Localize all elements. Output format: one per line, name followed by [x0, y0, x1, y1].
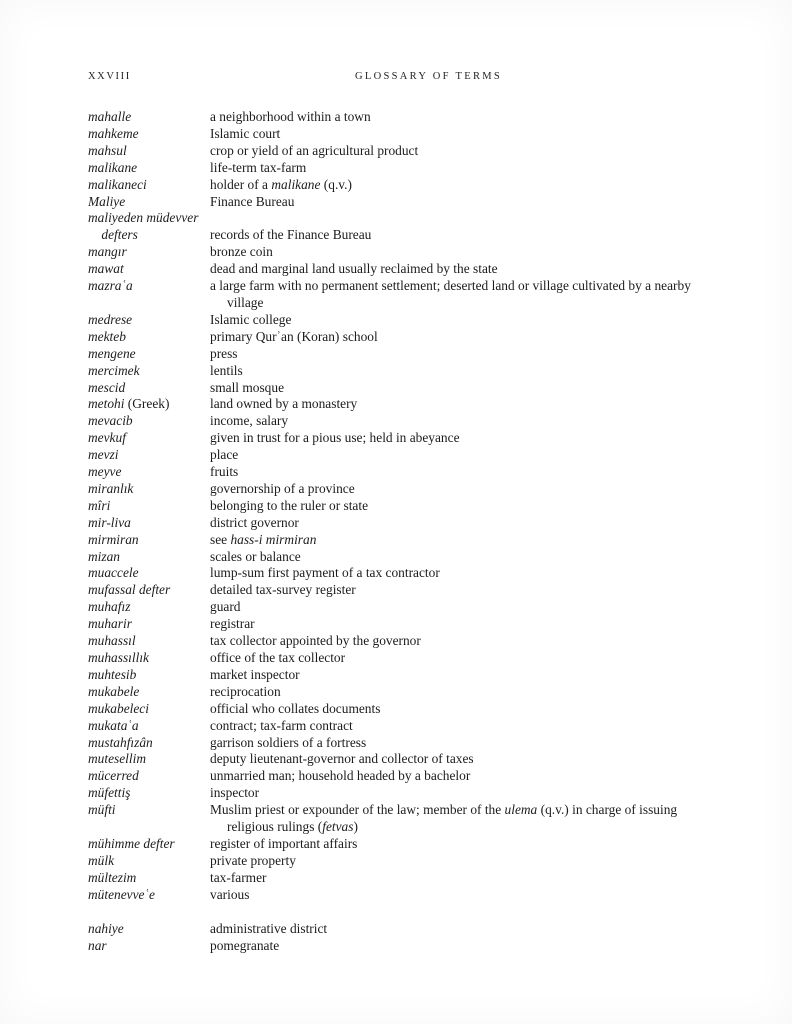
glossary-entry [88, 363, 707, 380]
glossary-term: mufassal defter [88, 582, 171, 598]
glossary-term: mukabeleci [88, 700, 149, 716]
glossary-group [88, 921, 707, 955]
glossary-definition: fruits [210, 464, 239, 480]
glossary-term: mirmiran [88, 531, 139, 547]
glossary-entry [88, 802, 707, 836]
glossary-definition: district governor [210, 514, 299, 530]
glossary-definition: register of important affairs [210, 835, 358, 851]
glossary-entry [88, 380, 707, 397]
glossary-entry [88, 532, 707, 549]
glossary-entry [88, 667, 707, 684]
glossary-term: mîri [88, 497, 111, 513]
page-title: GLOSSARY OF TERMS [355, 71, 503, 82]
glossary-entry [88, 684, 707, 701]
glossary-definition: Islamic court [210, 125, 281, 141]
glossary-entry [88, 312, 707, 329]
glossary-entry [88, 109, 707, 126]
glossary-term: maliyeden müdevver [88, 210, 199, 226]
glossary-term: muhafız [88, 599, 131, 615]
glossary-term: mazraʿa [88, 278, 133, 294]
glossary-definition: small mosque [210, 379, 285, 395]
glossary-term: medrese [88, 311, 133, 327]
glossary-definition: garrison soldiers of a fortress [210, 734, 367, 750]
glossary-entry [88, 599, 707, 616]
glossary-definition: holder of a malikane (q.v.) [210, 176, 352, 192]
glossary-definition: pomegranate [210, 937, 280, 953]
glossary-definition: contract; tax-farm contract [210, 717, 353, 733]
glossary-definition: Finance Bureau [210, 193, 295, 209]
glossary-definition: primary Qurʾan (Koran) school [210, 328, 378, 344]
glossary-definition: land owned by a monastery [210, 396, 358, 412]
glossary-definition: Islamic college [210, 311, 292, 327]
glossary-term: mevzi [88, 447, 119, 463]
glossary-entry [88, 278, 707, 312]
glossary-term: müfti [88, 802, 116, 818]
glossary-entry [88, 718, 707, 735]
glossary-term: mukataʿa [88, 717, 139, 733]
glossary-entry [88, 887, 707, 904]
glossary-definition: crop or yield of an agricultural product [210, 142, 419, 158]
glossary-group [88, 109, 707, 904]
glossary-term: meyve [88, 464, 122, 480]
glossary-entry [88, 582, 707, 599]
glossary-term: muhtesib [88, 666, 137, 682]
glossary-definition: a neighborhood within a town [210, 109, 371, 124]
glossary-entry [88, 701, 707, 718]
glossary-entry [88, 447, 707, 464]
glossary-entry [88, 549, 707, 566]
glossary-term: muaccele [88, 565, 139, 581]
glossary-entry [88, 227, 707, 244]
glossary-entry [88, 464, 707, 481]
glossary-entry [88, 143, 707, 160]
glossary-term: malikaneci [88, 176, 147, 192]
glossary-entry [88, 735, 707, 752]
glossary-definition: various [210, 886, 250, 902]
glossary-term: mekteb [88, 328, 126, 344]
glossary-entry [88, 768, 707, 785]
glossary-term: Maliye [88, 193, 126, 209]
glossary-definition: see hass-i mirmiran [210, 531, 317, 547]
glossary-term: mengene [88, 345, 136, 361]
glossary-term: mevacib [88, 413, 133, 429]
glossary-definition: reciprocation [210, 683, 281, 699]
glossary-term: mücerred [88, 768, 139, 784]
glossary-term: mescid [88, 379, 126, 395]
glossary-term: mühimme defter [88, 835, 175, 851]
glossary-entry [88, 160, 707, 177]
glossary-definition: inspector [210, 785, 260, 801]
glossary-term: nahiye [88, 920, 124, 936]
glossary-definition: press [210, 345, 238, 361]
glossary-entry [88, 515, 707, 532]
glossary-term: mercimek [88, 362, 140, 378]
glossary-entry [88, 177, 707, 194]
glossary-definition: life-term tax-farm [210, 159, 307, 175]
glossary-definition: registrar [210, 616, 255, 632]
glossary-term: mizan [88, 548, 120, 564]
glossary-definition: dead and marginal land usually reclaimed by the state [210, 261, 498, 277]
glossary-term: mahalle [88, 109, 132, 124]
glossary-term: mahkeme [88, 125, 139, 141]
glossary-definition: belonging to the ruler or state [210, 497, 369, 513]
glossary-entry [88, 413, 707, 430]
glossary-definition: office of the tax collector [210, 650, 346, 665]
glossary-term: mustahfızân [88, 734, 153, 750]
glossary-term: mahsul [88, 142, 127, 158]
glossary-entry [88, 244, 707, 261]
glossary-definition: governorship of a province [210, 480, 355, 496]
glossary-definition: scales or balance [210, 548, 301, 564]
glossary-definition: lump-sum first payment of a tax contractor [210, 565, 440, 581]
glossary-definition: a large farm with no permanent settlement; deserted land or village cultivated by a nearby village [210, 278, 691, 310]
glossary-entry [88, 751, 707, 768]
glossary-term: mütenevveʿe [88, 886, 155, 902]
glossary-entry [88, 938, 707, 955]
glossary-term: mutesellim [88, 751, 147, 767]
glossary-list [88, 109, 707, 954]
glossary-entry [88, 261, 707, 278]
glossary-entry [88, 498, 707, 515]
glossary-entry [88, 194, 707, 211]
glossary-entry [88, 481, 707, 498]
glossary-term: miranlık [88, 480, 134, 496]
glossary-term: mukabele [88, 683, 140, 699]
glossary-term: malikane [88, 159, 138, 175]
glossary-term: mülk [88, 852, 115, 868]
glossary-definition: bronze coin [210, 244, 273, 260]
glossary-entry [88, 616, 707, 633]
glossary-definition: unmarried man; household headed by a bachelor [210, 768, 471, 784]
glossary-term: mawat [88, 261, 124, 277]
glossary-term: mangır [88, 244, 127, 260]
glossary-entry [88, 430, 707, 447]
glossary-definition: lentils [210, 362, 243, 378]
glossary-entry [88, 853, 707, 870]
glossary-term: muhassıl [88, 633, 136, 649]
glossary-definition: administrative district [210, 920, 328, 936]
glossary-term: müfettiş [88, 785, 131, 801]
glossary-term: nar [88, 937, 107, 953]
running-head [88, 70, 707, 83]
glossary-entry [88, 396, 707, 413]
glossary-entry [88, 565, 707, 582]
glossary-entry [88, 785, 707, 802]
glossary-term: metohi (Greek) [88, 396, 170, 412]
glossary-term: mültezim [88, 869, 137, 885]
glossary-definition: official who collates documents [210, 700, 381, 716]
glossary-definition: detailed tax-survey register [210, 582, 356, 598]
glossary-definition: tax-farmer [210, 869, 267, 885]
glossary-definition: records of the Finance Bureau [210, 227, 372, 243]
glossary-entry [88, 126, 707, 143]
glossary-definition: guard [210, 599, 241, 615]
glossary-entry [88, 346, 707, 363]
glossary-definition: market inspector [210, 666, 300, 682]
glossary-term: mevkuf [88, 430, 126, 446]
glossary-entry [88, 650, 707, 667]
glossary-definition: Muslim priest or expounder of the law; member of the ulema (q.v.) in charge of issuing religious rulings (fetvas) [210, 802, 678, 835]
glossary-entry [88, 329, 707, 346]
glossary-entry [88, 921, 707, 938]
glossary-entry [88, 210, 707, 227]
glossary-term: defters [88, 227, 138, 243]
glossary-definition: given in trust for a pious use; held in abeyance [210, 430, 460, 446]
glossary-term: muharir [88, 616, 132, 632]
glossary-definition: tax collector appointed by the governor [210, 633, 421, 649]
glossary-entry [88, 633, 707, 650]
glossary-entry [88, 836, 707, 853]
glossary-definition: place [210, 447, 239, 463]
glossary-term: muhassıllık [88, 650, 150, 665]
glossary-definition: private property [210, 852, 296, 868]
glossary-entry [88, 870, 707, 887]
glossary-term: mir-liva [88, 514, 131, 530]
glossary-definition: deputy lieutenant-governor and collector of taxes [210, 751, 474, 767]
page-number: XXVIII [88, 71, 131, 82]
glossary-definition: income, salary [210, 413, 289, 429]
